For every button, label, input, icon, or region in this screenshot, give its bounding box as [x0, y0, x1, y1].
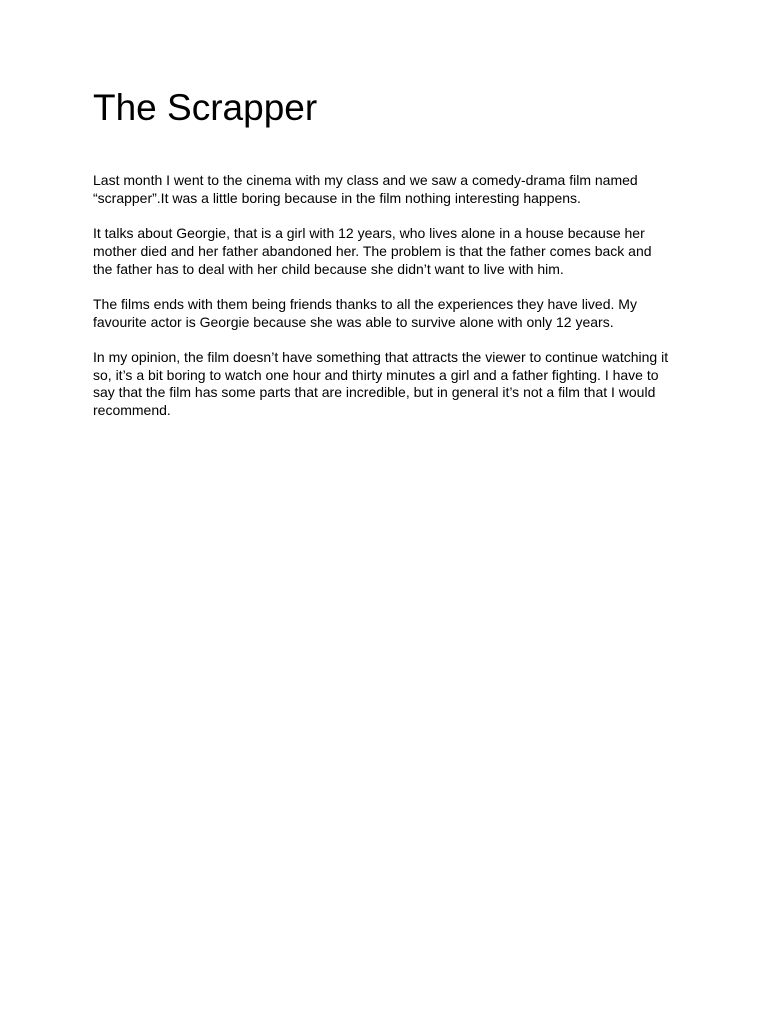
document-body [93, 172, 671, 420]
paragraph-ending: The films ends with them being friends thanks to all the experiences they have lived. My favourite actor is Georgie because she was able to survive alone with only 12 years. [93, 295, 637, 330]
paragraph-introduction: Last month I went to the cinema with my class and we saw a comedy-drama film named “scrapper”.It was a little boring because in the film nothing interesting happens. [93, 172, 638, 206]
document-content [93, 86, 671, 420]
paragraph-plot: It talks about Georgie, that is a girl with 12 years, who lives alone in a house because her mother died and her father abandoned her. The problem is that the father comes back and the father has to deal with her child because she didn’t want to live with him. [93, 225, 652, 277]
document-title: The Scrapper [93, 87, 318, 128]
paragraph-opinion: In my opinion, the film doesn’t have something that attracts the viewer to continue watching it so, it’s a bit boring to watch one hour and thirty minutes a girl and a father fighting. I have to say that the film has some parts that are incredible, but in general it’s not a film that I would recommend. [93, 348, 669, 419]
